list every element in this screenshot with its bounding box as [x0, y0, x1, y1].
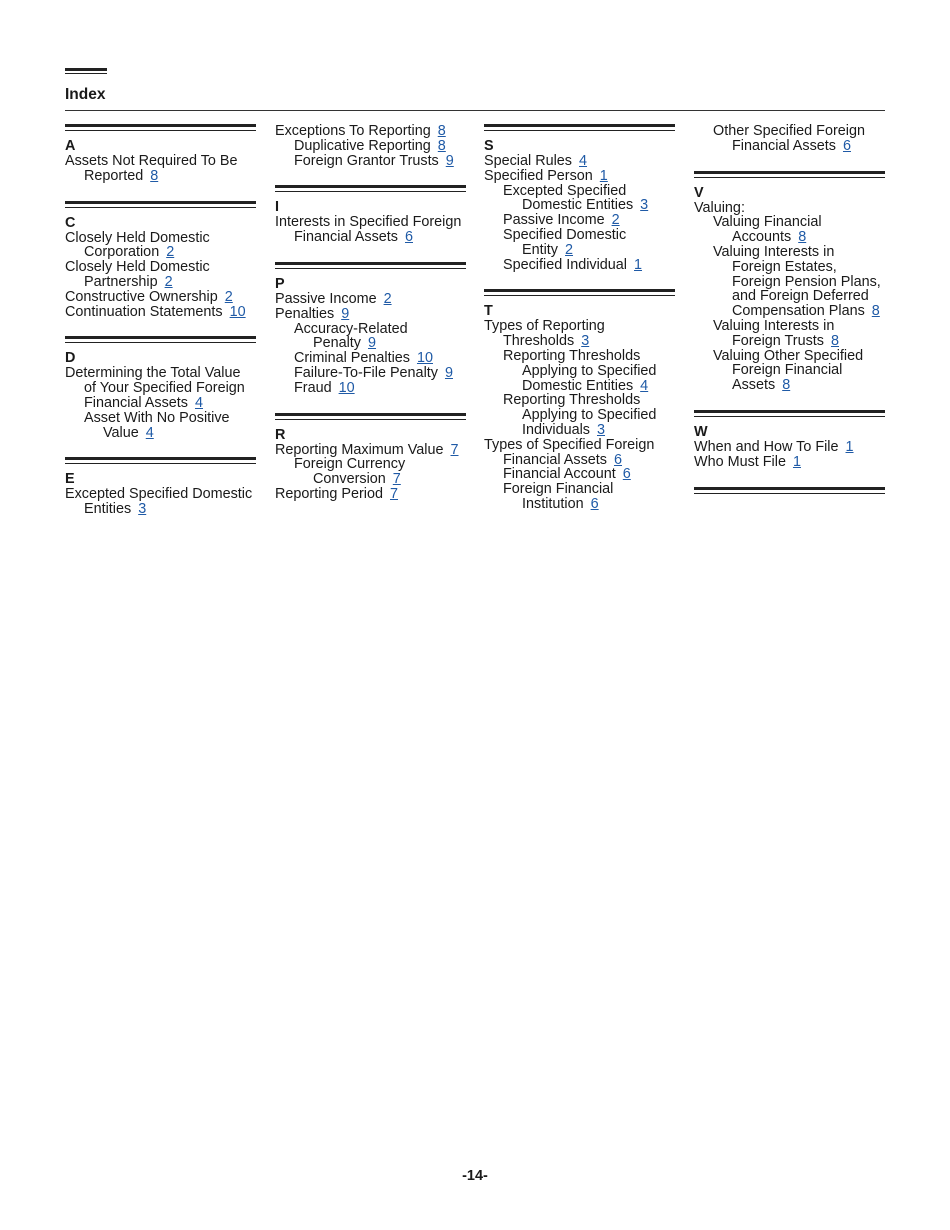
index-entry	[484, 154, 675, 169]
page-link[interactable]: 9	[368, 335, 377, 352]
entry-text: Reporting Thresholds Applying to Specified Individuals	[503, 392, 657, 438]
page-link[interactable]: 8	[437, 137, 446, 154]
index-entry	[694, 349, 885, 393]
entry-text: Closely Held Domestic Corporation	[65, 229, 210, 261]
index-entry	[694, 201, 885, 216]
section-letter: V	[694, 184, 704, 201]
entry-text: Specified Individual	[503, 256, 627, 273]
entry-text: Financial Account	[503, 466, 616, 483]
entry-text: Foreign Grantor Trusts	[294, 152, 439, 169]
entry-text: Fraud	[294, 379, 332, 396]
entry-text: Asset With No Positive Value	[84, 409, 230, 441]
section-divider	[65, 336, 256, 343]
index-entry	[484, 319, 675, 349]
page-link[interactable]: 2	[166, 244, 175, 261]
page-link[interactable]: 1	[599, 167, 608, 184]
entry-text: Interests in Specified Foreign Financial Assets	[275, 214, 462, 246]
index-column-2	[275, 124, 466, 519]
index-entry	[484, 258, 675, 273]
index-entry	[275, 154, 466, 169]
page-link[interactable]: 3	[138, 501, 147, 518]
section-divider	[694, 487, 885, 494]
section-divider	[694, 410, 885, 417]
index-section-v	[694, 171, 885, 393]
index-entry	[484, 213, 675, 228]
entry-text: Criminal Penalties	[294, 350, 410, 367]
page-link[interactable]: 4	[194, 394, 203, 411]
section-letter: C	[65, 214, 76, 231]
index-section-e	[65, 457, 256, 517]
page-link[interactable]: 9	[444, 364, 453, 381]
index-entry	[484, 169, 675, 184]
entry-text: Specified Domestic Entity	[503, 226, 627, 258]
entry-text: Special Rules	[484, 153, 572, 169]
section-letter: D	[65, 350, 76, 367]
entry-text: Valuing Interests in Foreign Estates, Foreign Pension Plans, and Foreign Deferred Compensation Plans	[713, 243, 881, 320]
entry-text: Reporting Period	[275, 485, 383, 502]
entry-text: Duplicative Reporting	[294, 137, 431, 154]
index-entry	[694, 455, 885, 470]
index-entry	[694, 124, 885, 154]
index-title: Index	[65, 86, 106, 103]
page-link[interactable]: 8	[871, 303, 880, 320]
section-divider	[65, 201, 256, 208]
index-column-4	[694, 124, 885, 511]
page-link[interactable]: 6	[613, 451, 622, 468]
index-entry	[275, 457, 466, 487]
page-link[interactable]: 3	[640, 197, 649, 214]
section-letter: W	[694, 423, 708, 440]
entry-text: Other Specified Foreign Financial Assets	[713, 123, 865, 154]
index-entry	[484, 453, 675, 468]
entry-text: Financial Assets	[503, 451, 607, 468]
entry-text: Failure-To-File Penalty	[294, 364, 438, 381]
index-entry	[275, 307, 466, 322]
index-entry	[65, 290, 256, 305]
page-link[interactable]: 3	[597, 421, 606, 438]
section-divider	[275, 262, 466, 269]
index-entry	[694, 215, 885, 245]
page-link[interactable]: 8	[798, 229, 807, 246]
section-divider	[484, 289, 675, 296]
index-entry	[484, 184, 675, 214]
entry-text: Valuing Other Specified Foreign Financial Assets	[713, 347, 864, 394]
entry-text: Foreign Currency Conversion	[294, 456, 406, 488]
page-link[interactable]: 8	[437, 123, 446, 139]
index-section	[694, 487, 885, 494]
index-entry	[484, 349, 675, 393]
page-link[interactable]: 8	[830, 332, 839, 349]
page-link[interactable]: 3	[581, 333, 590, 350]
page-link[interactable]: 9	[341, 305, 350, 322]
index-entry	[275, 292, 466, 307]
index-entry	[275, 351, 466, 366]
index-entry	[275, 381, 466, 396]
section-letter: A	[65, 138, 76, 154]
entry-text: Valuing Financial Accounts	[713, 214, 822, 246]
page-link[interactable]: 6	[622, 466, 631, 483]
index-entry	[65, 231, 256, 261]
page-link[interactable]: 2	[611, 212, 620, 229]
entry-text: Continuation Statements	[65, 303, 223, 320]
index-entry	[65, 366, 256, 410]
section-divider	[65, 124, 256, 131]
section-divider	[275, 185, 466, 192]
index-entry	[694, 245, 885, 319]
section-letter: S	[484, 138, 494, 154]
page-link[interactable]: 8	[782, 377, 791, 394]
index-entry	[484, 228, 675, 258]
section-divider	[694, 171, 885, 178]
page-link[interactable]: 6	[590, 495, 599, 512]
page-link[interactable]: 2	[164, 273, 173, 290]
index-entry	[65, 305, 256, 320]
page-link[interactable]: 6	[842, 137, 851, 154]
entry-text: Determining the Total Value of Your Specified Foreign Financial Assets	[65, 365, 245, 411]
index-entry	[275, 322, 466, 352]
page-link[interactable]: 1	[792, 453, 801, 470]
page-link[interactable]: 2	[383, 290, 392, 307]
header-mark	[65, 68, 107, 74]
index-entry	[484, 438, 675, 453]
entry-text: Specified Person	[484, 167, 593, 184]
index-section	[694, 124, 885, 154]
entry-text: Types of Reporting Thresholds	[484, 318, 605, 350]
index-entry	[65, 487, 256, 517]
page-number: -14-	[462, 1168, 488, 1184]
index-entry	[275, 366, 466, 381]
entry-text: Excepted Specified Domestic Entities	[65, 486, 253, 518]
entry-text: Penalties	[275, 305, 335, 322]
page-link[interactable]: 1	[845, 438, 854, 455]
index-section-r	[275, 413, 466, 502]
entry-text: Valuing:	[694, 199, 745, 216]
entry-text: Passive Income	[275, 290, 377, 307]
index-section-p	[275, 262, 466, 396]
index-entry	[484, 467, 675, 482]
section-letter: T	[484, 303, 493, 320]
page-link[interactable]: 4	[579, 153, 588, 169]
section-letter: R	[275, 426, 286, 443]
entry-text: Valuing Interests in Foreign Trusts	[713, 317, 835, 349]
index-entry	[275, 487, 466, 502]
entry-text: Exceptions To Reporting	[275, 123, 431, 139]
index-entry	[275, 443, 466, 458]
index-section	[275, 124, 466, 168]
page-link[interactable]: 4	[640, 377, 649, 394]
page-link[interactable]: 9	[445, 152, 454, 169]
index-entry	[484, 393, 675, 437]
page-link[interactable]: 4	[145, 424, 154, 441]
page-link[interactable]: 8	[150, 167, 159, 184]
index-column-3	[484, 124, 675, 529]
index-section-i	[275, 185, 466, 245]
page-link[interactable]: 2	[224, 288, 233, 305]
section-letter: P	[275, 275, 285, 292]
page-link[interactable]: 7	[450, 441, 459, 458]
index-entry	[484, 482, 675, 512]
entry-text: Who Must File	[694, 453, 786, 470]
index-entry	[65, 411, 256, 441]
entry-text: Reporting Thresholds Applying to Specified Domestic Entities	[503, 347, 657, 394]
page-link[interactable]: 1	[634, 256, 643, 273]
entry-text: Reporting Maximum Value	[275, 441, 444, 458]
page-link[interactable]: 6	[404, 229, 413, 246]
entry-text: Closely Held Domestic Partnership	[65, 259, 210, 290]
index-section-w	[694, 410, 885, 470]
page-link[interactable]: 10	[338, 379, 355, 396]
entry-text: Accuracy-Related Penalty	[294, 320, 408, 352]
page-link[interactable]: 7	[392, 471, 401, 488]
index-entry	[65, 154, 256, 184]
entry-text: Foreign Financial Institution	[503, 481, 614, 512]
index-entry	[694, 440, 885, 455]
page-link[interactable]: 2	[565, 241, 574, 258]
page-link[interactable]: 10	[229, 303, 246, 320]
index-section-c	[65, 201, 256, 320]
index-entry	[694, 319, 885, 349]
section-divider	[65, 457, 256, 464]
index-section-a	[65, 124, 256, 184]
entry-text: Excepted Specified Domestic Entities	[503, 182, 634, 214]
section-letter: I	[275, 199, 279, 216]
entry-text: Types of Specified Foreign	[484, 436, 655, 453]
index-section-t	[484, 289, 675, 511]
section-divider	[484, 124, 675, 131]
section-letter: E	[65, 471, 75, 488]
page-link[interactable]: 7	[390, 485, 399, 502]
index-entry	[275, 215, 466, 245]
section-divider	[275, 413, 466, 420]
entry-text: Passive Income	[503, 212, 605, 229]
index-section-s	[484, 124, 675, 272]
entry-text: When and How To File	[694, 438, 839, 455]
index-column-1	[65, 124, 256, 534]
index-entry	[275, 139, 466, 154]
index-section-d	[65, 336, 256, 440]
title-divider	[65, 110, 885, 111]
index-entry	[65, 260, 256, 290]
entry-text: Assets Not Required To Be Reported	[65, 153, 238, 184]
page-link[interactable]: 10	[416, 350, 433, 367]
entry-text: Constructive Ownership	[65, 288, 218, 305]
index-entry	[275, 124, 466, 139]
